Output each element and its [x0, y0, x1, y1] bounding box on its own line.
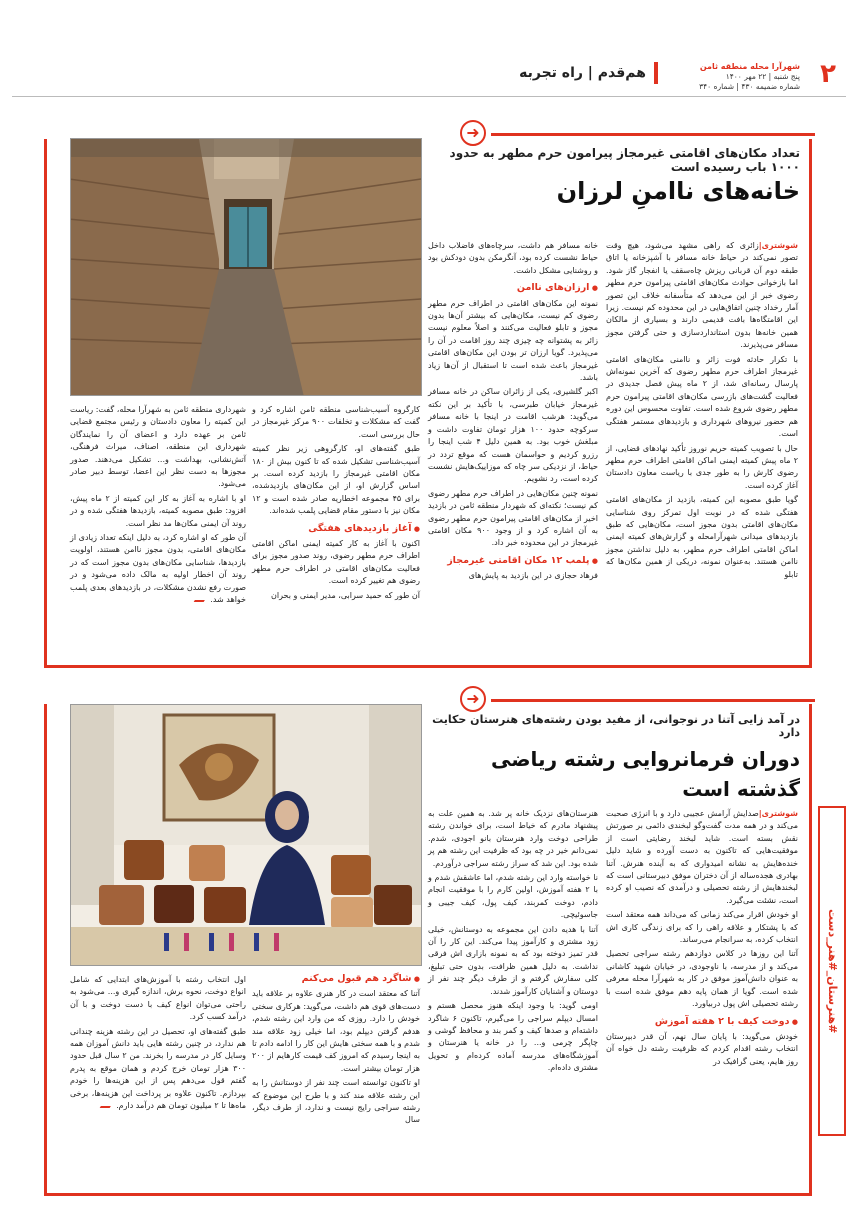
- end-mark-icon: [100, 1100, 115, 1108]
- article1-col2: [428, 240, 598, 660]
- narrow-alley-photo: [70, 139, 421, 396]
- paragraph: او خودش اقرار می‌کند زمانی که می‌داند همه معتقد است که با پشتکار و علاقه راهی را که برای زندگی کاری اش انتخاب کرده، به سرانجام می‌رساند.: [606, 910, 798, 945]
- page-number: ۲: [820, 59, 836, 89]
- hashtag-sidebar: #هنرستان_#هنر_دست: [818, 806, 846, 1136]
- paragraph: آن طور که حمید سرابی، مدیر ایمنی و بحران: [271, 590, 420, 600]
- article2-col4: [70, 974, 246, 1188]
- article2-col3: [252, 968, 420, 1188]
- paragraph: شوشتری|صدایش آرامش عجیبی دارد و با انرژی صحبت می‌کند و در همه مدت گفت‌وگو لبخندی دائمی بر صورتش نقش بسته است. شاید لبخند رضایتی است از موفقیت‌هایی که تاکنون به دست آورده و شاید دلیل خنده‌هایش به نشانه امیدواری که به آینده هنرش. آتنا بهادری هجده‌ساله از آن دختران موفق دبیرستانی است که لبخندهایش از رشته تحصیلی و درآمدی که نصیب او کرده است، نشئت می‌گیرد.: [606, 809, 798, 905]
- article2-col2: [428, 808, 598, 1188]
- subheading: ● ارزان‌های ناامن: [428, 282, 598, 294]
- paragraph: اومی گوید: با وجود اینکه هنوز محصل هستم و امسال دیپلم سراجی را می‌گیرم، تاکنون ۶ شاگرد داشته‌ام و صدها کیف و کمر بند و محافظ گوشی و چاپگر چرمی و... را در خانه یا هنرستان و آموزشگاه‌های مدرسه آماده کرده‌ام و تحویل مشتری داده‌ام.: [428, 1001, 599, 1073]
- article2-top-rule: [491, 699, 815, 702]
- paragraph: هنرستان‌های نزدیک خانه پر شد. به همین علت به پیشنهاد مادرم که خیاط است، برای خواندن رشته طراحی دوخت وارد هنرستان بانو اجودی، شدم. نمی‌دانم خیر در چه بود که ظرفیت این رشته هم پر شده بود. این شد که سراز رشته سراجی درآوردم.: [428, 809, 598, 868]
- paragraph: او با اشاره به آغاز به کار این کمیته از ۲ ماه پیش، افزود: طبق مصوبه کمیته، بازدیدها هفتگی شده و در روند آن ایمنی مکان‌ها مد نظر است.: [70, 493, 246, 528]
- article1-col4: [70, 404, 246, 662]
- paragraph: نمونه چنین مکان‌هایی در اطراف حرم مطهر رضوی کم نیست؛ نکته‌ای که شهردار منطقه ثامن در بازدید اخیر از مکان‌های اقامتی پیرامون حرم مطهر رضوی به آن اشاره کرد و از وجود ۹۰۰ مکان اقامتی غیرمجاز در این محدوده خبر داد.: [428, 488, 599, 548]
- subheading: ● آغاز بازدیدهای هفتگی: [252, 523, 420, 535]
- paragraph: اکنون با آغاز به کار کمیته ایمنی اماکن اقامتی اطراف حرم مطهر رضوی، روند صدور مجوز برای فعالیت مکان‌های اقامتی در اطراف حرم مطهر رضوی هم تغییر کرده است.: [252, 539, 420, 586]
- paragraph: او تاکنون توانسته است چند نفر از دوستانش را به این رشته علاقه مند کند و با طرح این موضوع که رشته سراجی رایج نیست و ندارد، از طرف دیگر، سال: [252, 1078, 420, 1125]
- subheading: ● دوخت کیف با ۲ هفته آموزش: [606, 1016, 798, 1028]
- paragraph: نمونه این مکان‌های اقامتی در اطراف حرم مطهر رضوی کم نیست، مکان‌هایی که بیشتر آن‌ها بدون مجوز و تابلو فعالیت می‌کنند و اصلاً معلوم نیست زائر به پشتوانه چه چیزی چند روز اقامت در آن را می‌پذیرد. گویا ارزان تر بودن این مکان‌های اقامتی غیرمجاز باعث شده است تا استقبال از آن‌ها زیاد باشد.: [428, 298, 598, 383]
- paragraph: شوشتری|زائری که راهی مشهد می‌شود، هیچ وقت تصور نمی‌کند در حیاط خانه مسافر با آشپزخانه یا اتاق طبقه دوم آن قربانی ریزش چاه‌سقف یا انفجار گاز شود. اما بازخوانی حوادث مکان‌های اقامتی پیرامون حرم مطهر رضوی خبر از این می‌دهد که متأسفانه خلاف این تصور آمار رخداد چنین اتفاق‌هایی در این محدوده کم نیست. زیرا این اقامتگاه‌ها بافت قدیمی دارند و بسیاری از مالکان همین خانه‌ها بدون استانداردسازی و حتی گرفتن مجوز مسافر می‌پذیرند.: [606, 241, 798, 350]
- paragraph: حال با تصویب کمیته حریم نوروز تأکید نهادهای قضایی، از ۲ ماه پیش کمیته ایمنی اماکن اقامتی اطراف حرم مطهر رضوی کارش را به طور جدی با ریاست معاون دادستان آغاز کرده است.: [606, 443, 798, 490]
- arrow-right-icon: ➜: [460, 686, 486, 712]
- masthead-info: [670, 62, 800, 92]
- paragraph: نا خواسته وارد این رشته شدم، اما عاشقش شدم و با ۲ هفته آموزش، اولین کارم را با موفقیت انجام دادم، دوخت کمربند، کیف پول، کیف جیبی و جاسوئیچی.: [428, 873, 598, 920]
- publication-name: شهرآرا محله منطقه ثامن: [699, 62, 800, 71]
- article1-col1: [606, 240, 798, 660]
- paragraph: اول انتخاب رشته با آموزش‌های ابتدایی که شامل انواع دوخت، نحوه برش، اندازه گیری و... می‌شود به راحتی می‌توان انواع کیف با دست دوخت و با آن درآمد کسب کرد.: [70, 975, 246, 1022]
- paragraph: با تکرار حادثه فوت زائر و ناامنی مکان‌های اقامتی غیرمجاز اطراف حرم مطهر رضوی که آخرین نمونه‌اش پارسال رسانه‌ای شد، از ۲ ماه پیش فصل جدیدی در فعالیت گشت‌های بازرسی مکان‌های اقامتی پیرامون حرم مطهر رضوی شروع شده است. تفاوت محسوس این دوره هم حضور نیروهای شهرداری و بازدیدهای مستمر هفتگی است.: [606, 354, 799, 439]
- article2-title: دوران فرمانروایی رشته ریاضی گذشته است: [490, 747, 800, 801]
- paragraph: فرهاد حجازی در این بازدید به پایش‌های: [468, 571, 598, 581]
- article1-photo: [70, 138, 422, 396]
- paragraph: کارگروه آسیب‌شناسی منطقه ثامن اشاره کرد و گفت که مشکلات و تخلفات ۹۰۰ مرکز غیرمجاز در حال بررسی است.: [252, 405, 420, 439]
- paragraph: آتنا که معتقد است در کار هنری علاوه بر علاقه باید دست‌های قوی هم داشت، می‌گوید: هرکاری سختی خودش را دارد. روزی که من وارد این رشته شدم، هدفم گرفتن دیپلم بود، اما خیلی زود علاقه مند شدم و با همه سختی هایش این کار را ادامه دادم تا به اینجا رسیدم که امروز کف قیمت کارهایم از ۲۰۰ هزار تومان بیشتر است.: [252, 989, 420, 1073]
- article2-photo: [70, 704, 422, 966]
- article1-title: خانه‌های ناامنِ لرزان: [556, 177, 800, 205]
- article1-kicker: تعداد مکان‌های اقامتی غیرمجاز پیرامون حرم مطهر به حدود ۱۰۰۰ باب رسیده است: [449, 146, 800, 174]
- paragraph: شهرداری منطقه ثامن به شهرآرا محله، گفت: ریاست این کمیته را معاون دادستان و رئیس مجتمع قضایی ثامن بر عهده دارد و اعضای آن را نمایندگان شهرداری این منطقه، اصناف، میراث فرهنگی، آتش‌نشانی، بهداشت و... تشکیل می‌دهند. صدور مجوزها به دست نظر این اعضا، توسط دبیر صادر می‌شود.: [70, 405, 246, 489]
- paragraph: خانه مسافر هم داشت، سرچاه‌های فاضلاب داخل حیاط نشست کرده بود، آنگرمکن بدون دودکش بود و روشنایی مشکل داشت.: [428, 241, 598, 275]
- header-divider: [12, 96, 846, 97]
- paragraph: خودش می‌گوید: با پایان سال نهم، آن قدر دبیرستان انتخاب رشته اقدام کردم که ظرفیت رشته دل خواه آن روز هایم، یعنی گرافیک در: [606, 1031, 798, 1066]
- paragraph: آتنا این روزها در کلاس دوازدهم رشته سراجی تحصیل می‌کند و از مدرسه، با ناوجودی، در خیابان شهید کاشانی به عنوان دانش‌آموز موفق در کار به شهرآرا محله معرفی شده است. گویا از همان پایه دهم موفق شده است با رشته تحصیلی اش پول دربیاورد.: [606, 949, 798, 1009]
- paragraph: گویا طبق مصوبه این کمیته، بازدید از مکان‌های اقامتی هفتگی شده که در نوبت اول تمرکز روی شناسایی مکان‌های اقامتی بدون مجوز است، مکان‌هایی که طبق بازدیدهای میدانی شهرآرامحله و گزارش‌های کمیته ایمنی اماکن اقامتی اطراف حرم مطهر، به دلیل نداشتن مجوز ناامن هستند. به‌عنوان نمونه، دریکی از همین مکان‌ها که تابلو: [606, 495, 798, 579]
- article2-col1: [606, 808, 798, 1188]
- issue-date: پنج شنبه | ۲۲ مهر ۱۴۰۰: [725, 72, 800, 81]
- paragraph: طبق گفته‌های او، تحصیل در این رشته هزینه چندانی هم ندارد، در چنین رشته هایی باید دانش آموزان همه وسایل کار در مدرسه را بخرند. من ۲ سال قبل حدود ۳۰۰ هزار تومان خرج کردم و همان موقع به پدرم گفتم قول می‌دهم پس از این هزینه‌ها را خودم بپردازم. تاکنون علاوه بر پرداخت این هزینه‌ها، برخی ماه‌ها تا ۲ میلیون تومان هم درآمد دارم.: [70, 1026, 247, 1111]
- subheading: ● شاگرد هم قبول می‌کنم: [252, 973, 420, 985]
- subheading: ● پلمب ۱۲ مکان اقامتی غیرمجاز: [428, 555, 598, 567]
- paragraph: اکبر گلشیری، یکی از زائران ساکن در خانه مسافر غیرمجاز خیابان طبرسی، با تأکید بر این نکته می‌گوید: هرشب اقامت در اینجا با خانه مسافر سرکوچه حدود ۱۰۰ هزار تومان تفاوت داشت و مبلغش خوب بود. به همین دلیل ۴ شب اینجا را رزرو کردیم و حواسمان هست که موقع تردد در حیاط، از نزدیکی سر چاه که موزاییک‌هایش نشست کرده است، رد نشویم.: [428, 387, 599, 484]
- arrow-right-icon: ➜: [460, 120, 486, 146]
- student-with-bags-photo: [70, 705, 421, 966]
- paragraph: طبق گفته‌های او، کارگروهی زیر نظر کمیته آسیب‌شناسی تشکیل شده که تا کنون بیش از ۱۸۰ مکان اقامتی غیرمجاز را بازدید کرده است. بر اساس گزارش او، از این مکان‌های بازدیدشده، برای ۴۵ مجموعه اخطاریه صادر شده است و ۱۲ مکان نیز با دستور مقام قضایی پلمب شده‌اند.: [252, 444, 420, 516]
- section-title: هم‌قدم | راه تجربه: [478, 62, 658, 84]
- article1-top-rule: [491, 133, 815, 136]
- paragraph: آن طور که او اشاره کرد، به دلیل اینکه تعداد زیادی از مکان‌های اقامتی، بدون مجوز ناامن هستند، اولویت بازدیدها، شناسایی مکان‌های بدون مجوز است که در روند آن اخطار اولیه به مالک داده می‌شود و در صورت رفع نشدن مشکلات، در بازدیدهای بعدی پلمب خواهد شد.: [70, 533, 246, 605]
- issue-number: شماره ضمیمه ۴۳۰ | شماره ۳۴۰: [699, 82, 800, 91]
- end-mark-icon: [194, 594, 209, 602]
- article2-kicker: در آمد زایی آتنا در نوجوانی، از مفید بودن رشته‌های هنرستان حکایت دارد: [432, 713, 800, 739]
- paragraph: آتنا با هدیه دادن این مجموعه به دوستانش، خیلی زود مشتری و کارآموز پیدا می‌کند. این کار را آن قدر تمیز دوخته بود که به نمونه بازاری اش فرقی نداشت. به دلیل همین ظرافت، بدون حتی تبلیغ، کلی سفارش گرفتم و از طرف دیگر چند نفر از دوستان و آشنایان کارآموز شدند.: [428, 924, 598, 996]
- article1-col3: [252, 404, 420, 662]
